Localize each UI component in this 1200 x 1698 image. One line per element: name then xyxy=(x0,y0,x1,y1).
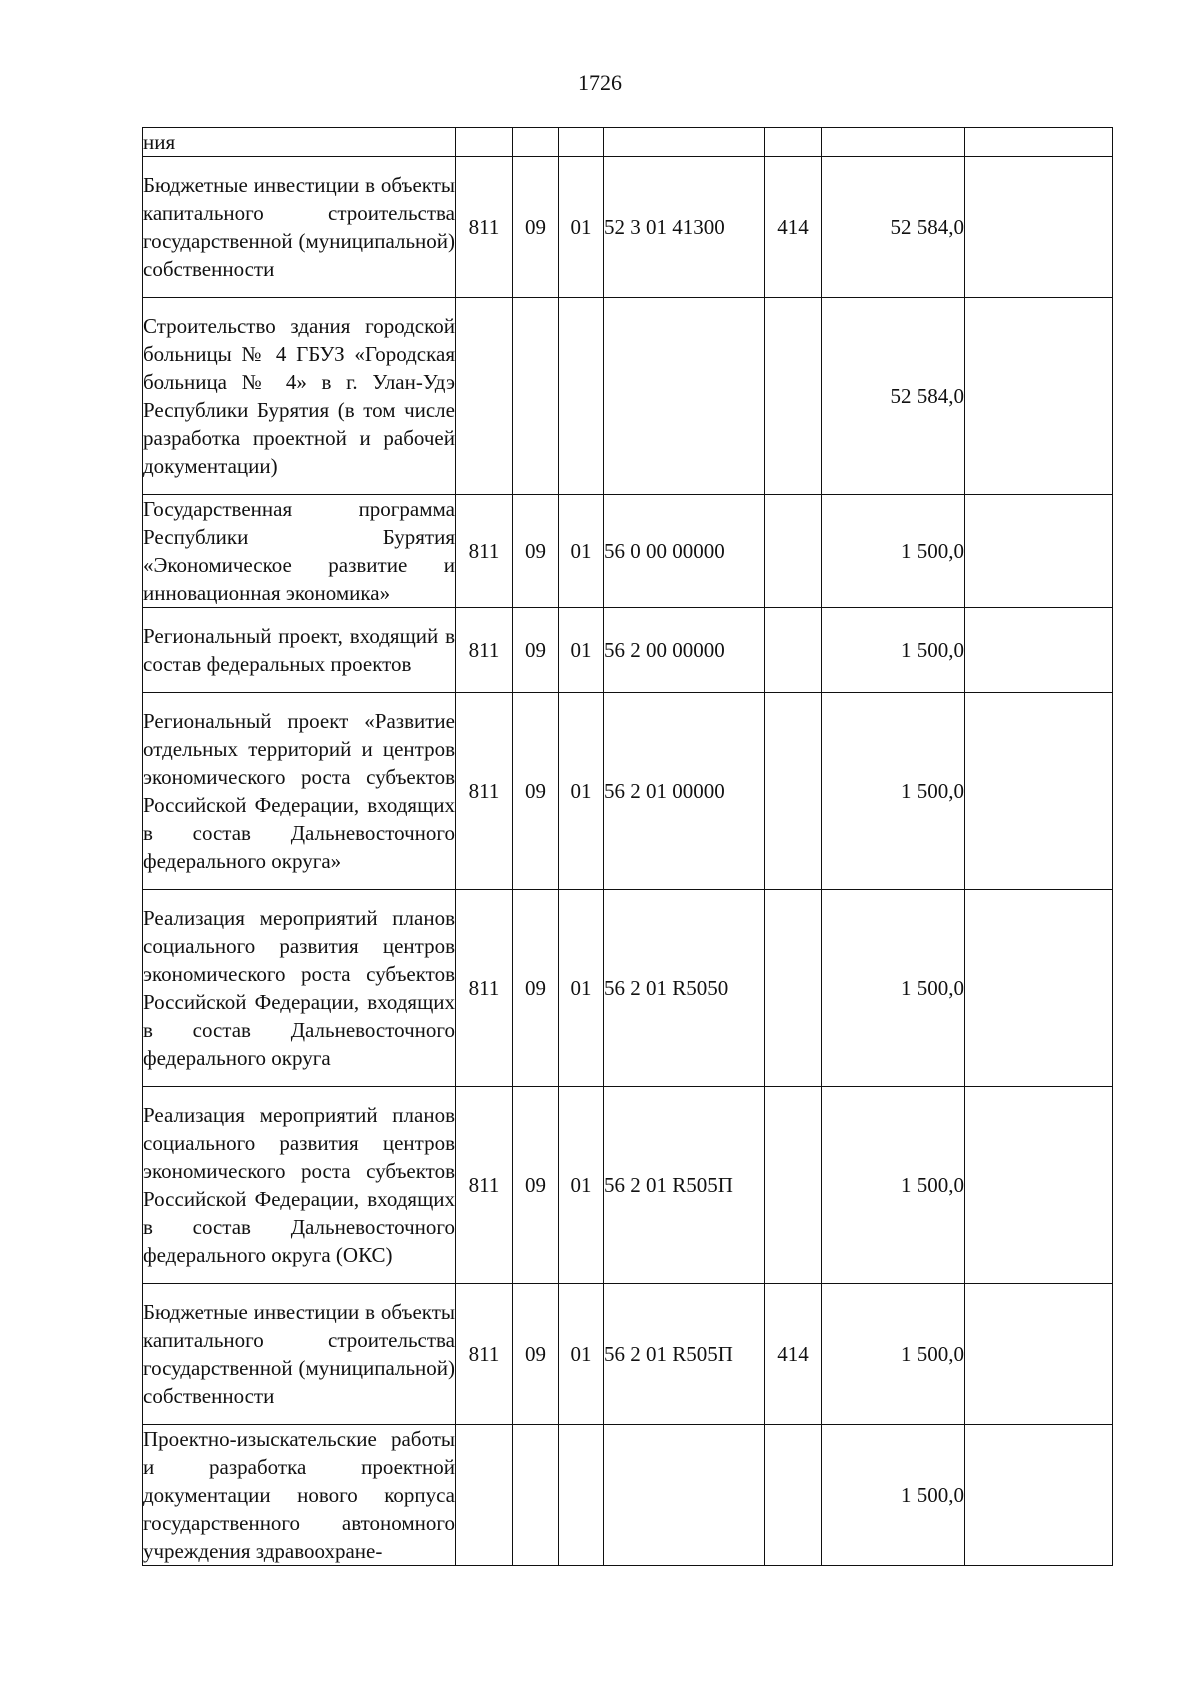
ministry-code: 811 xyxy=(456,1284,513,1425)
subsection-code: 01 xyxy=(559,1284,604,1425)
target-article-code xyxy=(604,1425,765,1566)
ministry-code: 811 xyxy=(456,608,513,693)
ministry-code: 811 xyxy=(456,495,513,608)
row-description: Бюджетные инвестиции в объекты капитального строительства государственной (муниципальной) собственности xyxy=(143,1284,456,1425)
expense-type-code xyxy=(765,1425,822,1566)
section-code: 09 xyxy=(513,608,559,693)
ministry-code xyxy=(456,298,513,495)
expense-type-code xyxy=(765,298,822,495)
expense-type-code xyxy=(765,1087,822,1284)
amount: 1 500,0 xyxy=(822,693,965,890)
table-row xyxy=(143,1087,1113,1284)
amount: 52 584,0 xyxy=(822,298,965,495)
extra-column xyxy=(965,157,1113,298)
target-article-code xyxy=(604,128,765,157)
extra-column xyxy=(965,608,1113,693)
target-article-code: 56 2 01 R505П xyxy=(604,1284,765,1425)
target-article-code: 56 0 00 00000 xyxy=(604,495,765,608)
subsection-code xyxy=(559,128,604,157)
amount: 1 500,0 xyxy=(822,495,965,608)
subsection-code: 01 xyxy=(559,1087,604,1284)
ministry-code: 811 xyxy=(456,1087,513,1284)
subsection-code xyxy=(559,298,604,495)
table-row xyxy=(143,157,1113,298)
table-row xyxy=(143,495,1113,608)
subsection-code: 01 xyxy=(559,157,604,298)
target-article-code xyxy=(604,298,765,495)
subsection-code xyxy=(559,1425,604,1566)
extra-column xyxy=(965,1425,1113,1566)
amount: 1 500,0 xyxy=(822,1087,965,1284)
ministry-code xyxy=(456,128,513,157)
extra-column xyxy=(965,890,1113,1087)
table-row xyxy=(143,128,1113,157)
table-row xyxy=(143,608,1113,693)
subsection-code: 01 xyxy=(559,890,604,1087)
row-description: ния xyxy=(143,128,456,157)
extra-column xyxy=(965,495,1113,608)
section-code xyxy=(513,298,559,495)
expense-type-code: 414 xyxy=(765,157,822,298)
ministry-code: 811 xyxy=(456,157,513,298)
table-row xyxy=(143,1425,1113,1566)
amount: 1 500,0 xyxy=(822,1284,965,1425)
budget-table xyxy=(142,127,1113,1566)
section-code: 09 xyxy=(513,495,559,608)
section-code: 09 xyxy=(513,157,559,298)
amount: 1 500,0 xyxy=(822,890,965,1087)
expense-type-code xyxy=(765,495,822,608)
extra-column xyxy=(965,298,1113,495)
expense-type-code: 414 xyxy=(765,1284,822,1425)
ministry-code xyxy=(456,1425,513,1566)
target-article-code: 56 2 01 R5050 xyxy=(604,890,765,1087)
expense-type-code xyxy=(765,693,822,890)
section-code xyxy=(513,1425,559,1566)
amount: 1 500,0 xyxy=(822,1425,965,1566)
section-code: 09 xyxy=(513,1087,559,1284)
row-description: Региональный проект, входящий в состав федеральных проектов xyxy=(143,608,456,693)
extra-column xyxy=(965,1284,1113,1425)
target-article-code: 52 3 01 41300 xyxy=(604,157,765,298)
table-row xyxy=(143,693,1113,890)
row-description: Реализация мероприятий планов социального развития центров экономического роста субъектов Российской Федерации, входящих в состав Дальневосточного федерального округа (ОКС) xyxy=(143,1087,456,1284)
section-code: 09 xyxy=(513,693,559,890)
subsection-code: 01 xyxy=(559,608,604,693)
amount: 1 500,0 xyxy=(822,608,965,693)
subsection-code: 01 xyxy=(559,693,604,890)
section-code: 09 xyxy=(513,1284,559,1425)
section-code xyxy=(513,128,559,157)
expense-type-code xyxy=(765,608,822,693)
subsection-code: 01 xyxy=(559,495,604,608)
expense-type-code xyxy=(765,128,822,157)
table-row xyxy=(143,890,1113,1087)
extra-column xyxy=(965,1087,1113,1284)
amount: 52 584,0 xyxy=(822,157,965,298)
row-description: Проектно-изыскательские работы и разработка проектной документации нового корпуса государственного автономного учреждения здравоохране- xyxy=(143,1425,456,1566)
extra-column xyxy=(965,693,1113,890)
target-article-code: 56 2 01 R505П xyxy=(604,1087,765,1284)
amount xyxy=(822,128,965,157)
extra-column xyxy=(965,128,1113,157)
row-description: Бюджетные инвестиции в объекты капитального строительства государственной (муниципальной) собственности xyxy=(143,157,456,298)
target-article-code: 56 2 00 00000 xyxy=(604,608,765,693)
row-description: Строительство здания городской больницы № 4 ГБУЗ «Городская больница № 4» в г. Улан-Удэ Республики Бурятия (в том числе разработка проектной и рабочей документации) xyxy=(143,298,456,495)
row-description: Реализация мероприятий планов социального развития центров экономического роста субъектов Российской Федерации, входящих в состав Дальневосточного федерального округа xyxy=(143,890,456,1087)
expense-type-code xyxy=(765,890,822,1087)
row-description: Региональный проект «Развитие отдельных территорий и центров экономического роста субъектов Российской Федерации, входящих в состав Дальневосточного федерального округа» xyxy=(143,693,456,890)
ministry-code: 811 xyxy=(456,890,513,1087)
page-number: 1726 xyxy=(578,70,622,95)
target-article-code: 56 2 01 00000 xyxy=(604,693,765,890)
ministry-code: 811 xyxy=(456,693,513,890)
section-code: 09 xyxy=(513,890,559,1087)
table-row xyxy=(143,1284,1113,1425)
table-row xyxy=(143,298,1113,495)
row-description: Государственная программа Республики Бурятия «Экономическое развитие и инновационная экономика» xyxy=(143,495,456,608)
